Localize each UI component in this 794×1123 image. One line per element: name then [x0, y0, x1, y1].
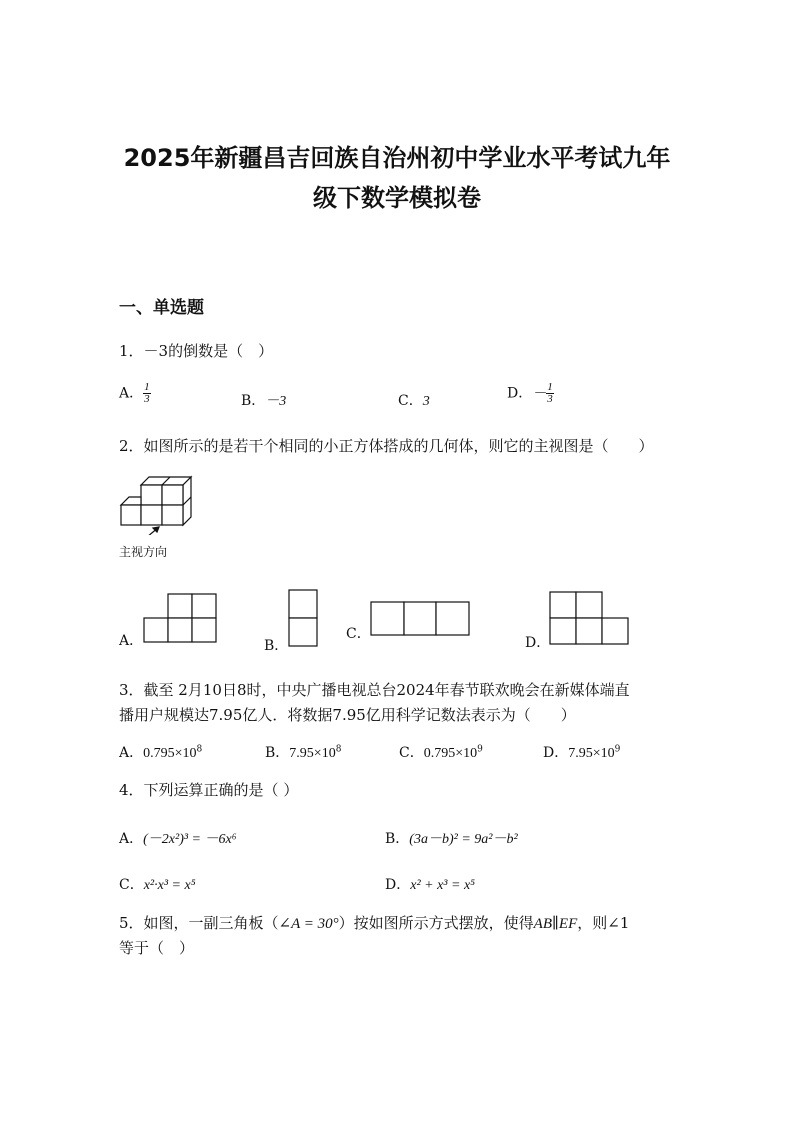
q3-option-a-label: A．: [119, 745, 144, 761]
q2-option-d-figure[interactable]: [549, 591, 631, 647]
q3-option-b-exp: 8: [335, 744, 342, 755]
q1-option-c-value: 3: [422, 394, 430, 409]
question-5-stem-line2: 等于（ ）: [119, 939, 195, 957]
q3-option-c-label: C．: [399, 745, 424, 761]
question-3-stem-line2: 播用户规模达7.95亿人．将数据7.95亿用科学记数法表示为（ ）: [119, 706, 576, 724]
q4-option-c-label: C．: [119, 877, 144, 893]
q3-option-a-exp: 8: [196, 744, 203, 755]
page-title-line2: 级下数学模拟卷: [313, 184, 481, 212]
q3-option-b-value: 7.95×10: [289, 746, 336, 761]
q1-option-b[interactable]: [241, 390, 286, 410]
question-1-stem: 1．－3的倒数是（ ）: [119, 342, 274, 360]
q1-option-b-value: －3: [265, 394, 287, 409]
q4-option-a[interactable]: [119, 828, 237, 848]
q1-option-d[interactable]: [507, 382, 554, 405]
section-heading: 一、单选题: [119, 298, 204, 318]
q2-option-a-label[interactable]: A．: [119, 633, 144, 649]
q4-option-d-expr: x² + x³ = x⁵: [410, 878, 476, 893]
q1-option-c-label: C．: [398, 393, 423, 409]
q3-option-a[interactable]: [119, 742, 202, 762]
q5-angle-a: ∠A = 30°: [278, 916, 339, 932]
q3-option-c[interactable]: [399, 742, 483, 762]
q1-option-c[interactable]: [398, 390, 430, 410]
q3-option-d-label: D．: [543, 745, 569, 761]
q3-option-d-exp: 9: [614, 744, 621, 755]
q1-option-a[interactable]: [119, 382, 151, 405]
q1-option-d-label: D．: [507, 385, 533, 402]
q2-option-b-figure[interactable]: [288, 589, 320, 649]
q4-option-d[interactable]: [385, 874, 475, 894]
q2-option-a-figure[interactable]: [143, 593, 219, 645]
q1-option-b-label: B．: [241, 393, 266, 409]
q2-option-c-label[interactable]: C．: [346, 626, 371, 642]
page-title-line1: 2025年新疆昌吉回族自治州初中学业水平考试九年: [123, 144, 671, 172]
q4-option-a-label: A．: [119, 831, 144, 847]
q4-option-b-expr: (3a－b)² = 9a²－b²: [409, 832, 518, 847]
q4-option-c-expr: x²·x³ = x⁵: [143, 878, 196, 893]
q4-option-a-expr: (－2x²)³ = －6x⁶: [143, 832, 237, 847]
q2-option-d-label[interactable]: D．: [525, 635, 551, 651]
q1-option-d-fraction: $\frac{1}{3}$: [547, 381, 553, 405]
q4-option-c[interactable]: [119, 874, 196, 894]
question-3-stem-line1: 3．截至 2月10日8时，中央广播电视总台2024年春节联欢晚会在新媒体端直: [119, 681, 630, 699]
question-2-stem: 2．如图所示的是若干个相同的小正方体搭成的几何体，则它的主视图是（ ）: [119, 437, 654, 455]
q4-option-b-label: B．: [385, 831, 410, 847]
q1-option-a-label: A．: [119, 385, 144, 402]
q3-option-a-value: 0.795×10: [143, 746, 197, 761]
q3-option-b[interactable]: [265, 742, 341, 762]
q3-option-c-value: 0.795×10: [423, 746, 478, 761]
q1-option-d-sign: －: [532, 386, 547, 402]
question-4-stem: 4．下列运算正确的是（ ）: [119, 781, 299, 799]
q2-figure-caption: 主视方向: [119, 545, 168, 559]
q3-option-d-value: 7.95×10: [568, 746, 615, 761]
q1-option-a-fraction: $\frac{1}{3}$: [144, 381, 150, 405]
q3-option-d[interactable]: [543, 742, 620, 762]
q2-solid-figure: [119, 475, 199, 535]
q3-option-b-label: B．: [265, 745, 290, 761]
question-5-stem-line1: 5．如图，一副三角板（∠A = 30°）按如图所示方式摆放，使得AB∥EF，则∠1: [119, 914, 630, 932]
q4-option-b[interactable]: [385, 828, 518, 848]
q5-parallel: AB∥EF: [533, 916, 578, 932]
q4-option-d-label: D．: [385, 877, 411, 893]
q2-option-c-figure[interactable]: [370, 601, 472, 637]
q3-option-c-exp: 9: [477, 744, 483, 755]
q2-option-b-label[interactable]: B．: [264, 638, 289, 654]
